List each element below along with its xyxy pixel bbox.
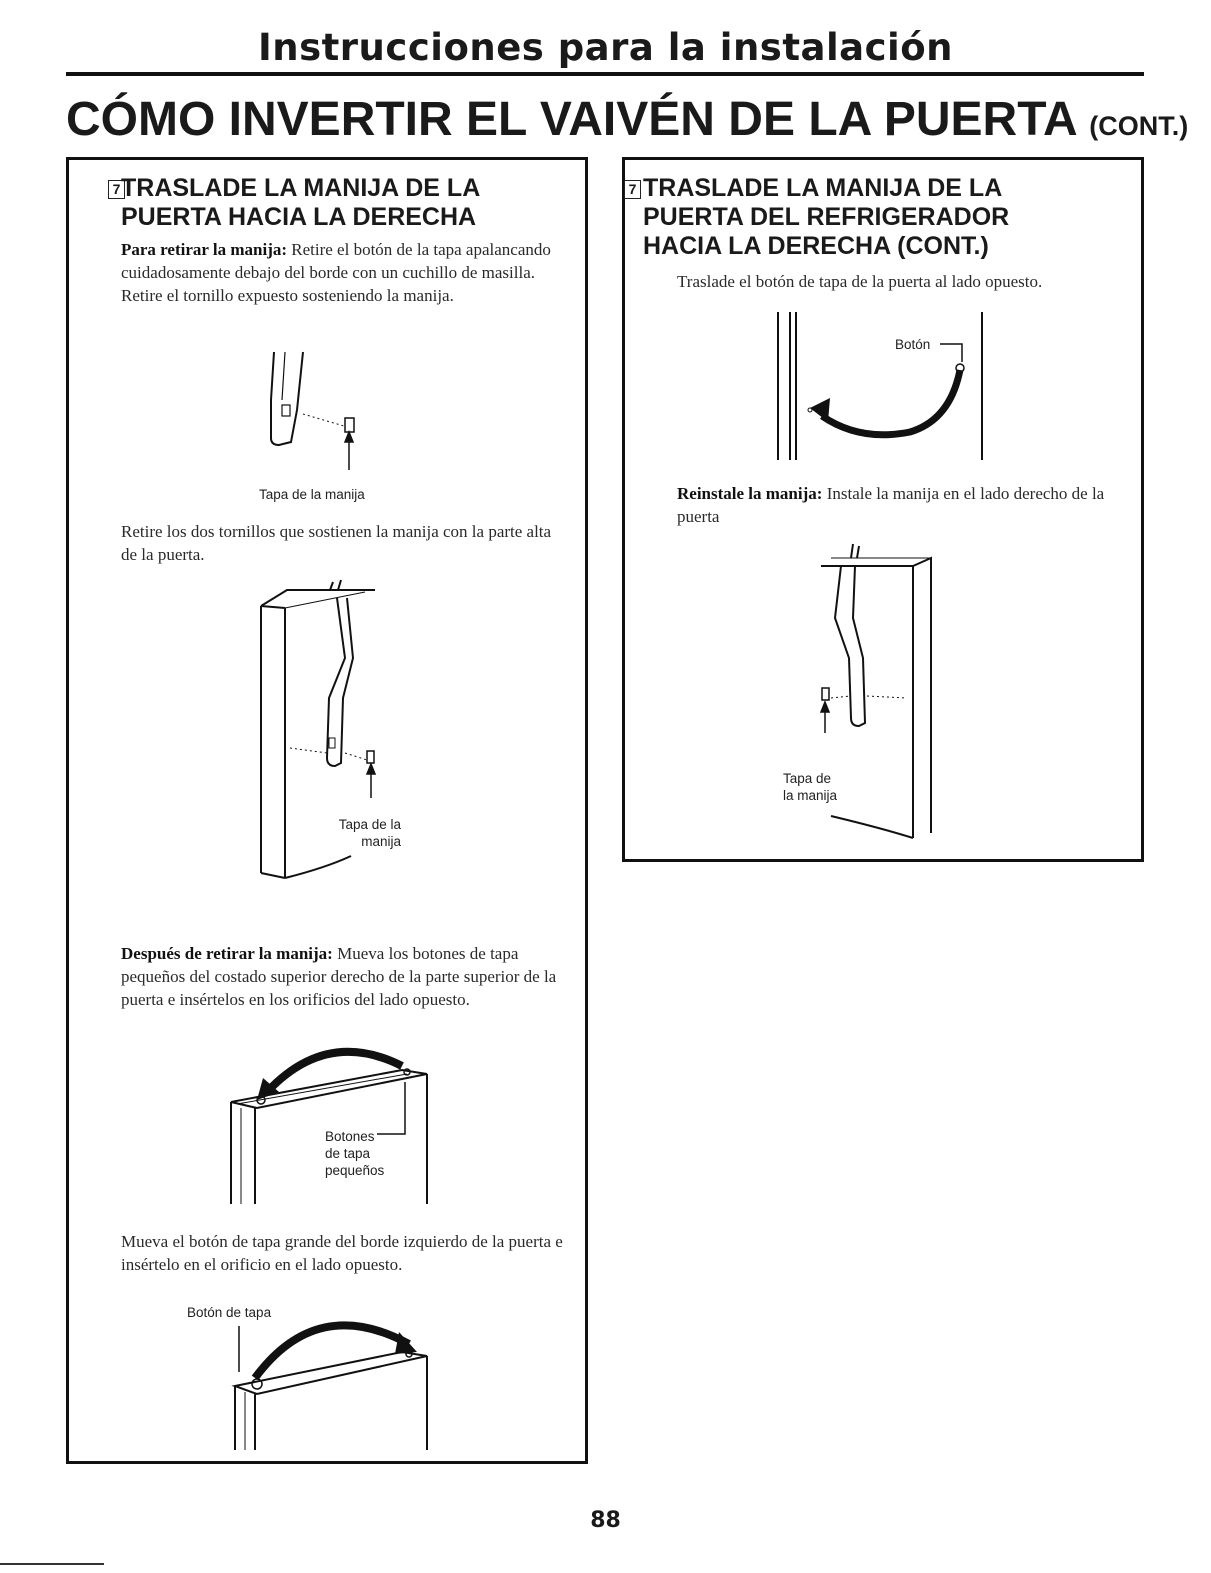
paragraph-text: Mueva los botones de tapa pequeños del costado superior derecho de la parte superior de la puerta e insértelos en los orificios del lado opuesto. bbox=[121, 944, 557, 1009]
step-title: TRASLADE LA MANIJA DE LA PUERTA HACIA LA DERECHA bbox=[121, 174, 481, 231]
paragraph-remove-screws: Retire los dos tornillos que sostienen la manija con la parte alta de la puerta. bbox=[121, 522, 552, 564]
left-instruction-panel bbox=[66, 157, 588, 1464]
page-title-text: CÓMO INVERTIR EL VAIVÉN DE LA PUERTA bbox=[66, 93, 1076, 146]
reinstalled-cap-label: Tapa de la manija bbox=[783, 771, 838, 803]
paragraph-lead: Para retirar la manija: bbox=[121, 240, 288, 259]
paragraph-text: Retire el botón de la tapa apalancando cuidadosamente debajo del borde con un cuchillo de masilla. Retire el tornillo expuesto sosteniendo la manija. bbox=[121, 240, 551, 305]
paragraph-move-large-button: Mueva el botón de tapa grande del borde izquierdo de la puerta e insértelo en el orificio en el lado opuesto. bbox=[121, 1232, 563, 1274]
paragraph-move-buttons bbox=[121, 942, 571, 1011]
paragraph-remove-handle bbox=[121, 238, 561, 307]
header-divider bbox=[66, 72, 1144, 76]
page-title bbox=[66, 92, 1188, 147]
page-number: 88 bbox=[590, 1508, 621, 1533]
door-button-move-illustration bbox=[770, 310, 1000, 470]
paragraph-lead: Reinstale la manija: bbox=[677, 484, 823, 503]
step-number-badge: 7 bbox=[624, 180, 641, 199]
door-cap-label: Tapa de la manija bbox=[338, 817, 401, 849]
step-title: TRASLADE LA MANIJA DE LA PUERTA DEL REFRIGERADOR HACIA LA DERECHA (CONT.) bbox=[643, 174, 1010, 260]
handle-cap-illustration bbox=[249, 350, 389, 490]
paragraph-text: Instale la manija en el lado derecho de la puerta bbox=[677, 484, 1105, 526]
handle-cap-label: Tapa de la manija bbox=[259, 487, 365, 502]
right-instruction-panel bbox=[622, 157, 1144, 862]
large-button-label: Botón de tapa bbox=[187, 1305, 272, 1320]
section-header: Instrucciones para la instalación bbox=[257, 26, 954, 69]
paragraph-move-door-button: Traslade el botón de tapa de la puerta al lado opuesto. bbox=[677, 272, 1043, 291]
paragraph-lead: Después de retirar la manija: bbox=[121, 944, 333, 963]
door-button-label: Botón bbox=[895, 337, 931, 352]
paragraph-reinstall-handle bbox=[677, 482, 1117, 528]
door-top-large-button-illustration bbox=[227, 1322, 437, 1452]
page-title-suffix: (CONT.) bbox=[1089, 111, 1189, 141]
footer-rule bbox=[0, 1563, 104, 1565]
step-number-badge: 7 bbox=[108, 180, 125, 199]
small-buttons-label: Botones de tapa pequeños bbox=[325, 1129, 385, 1178]
